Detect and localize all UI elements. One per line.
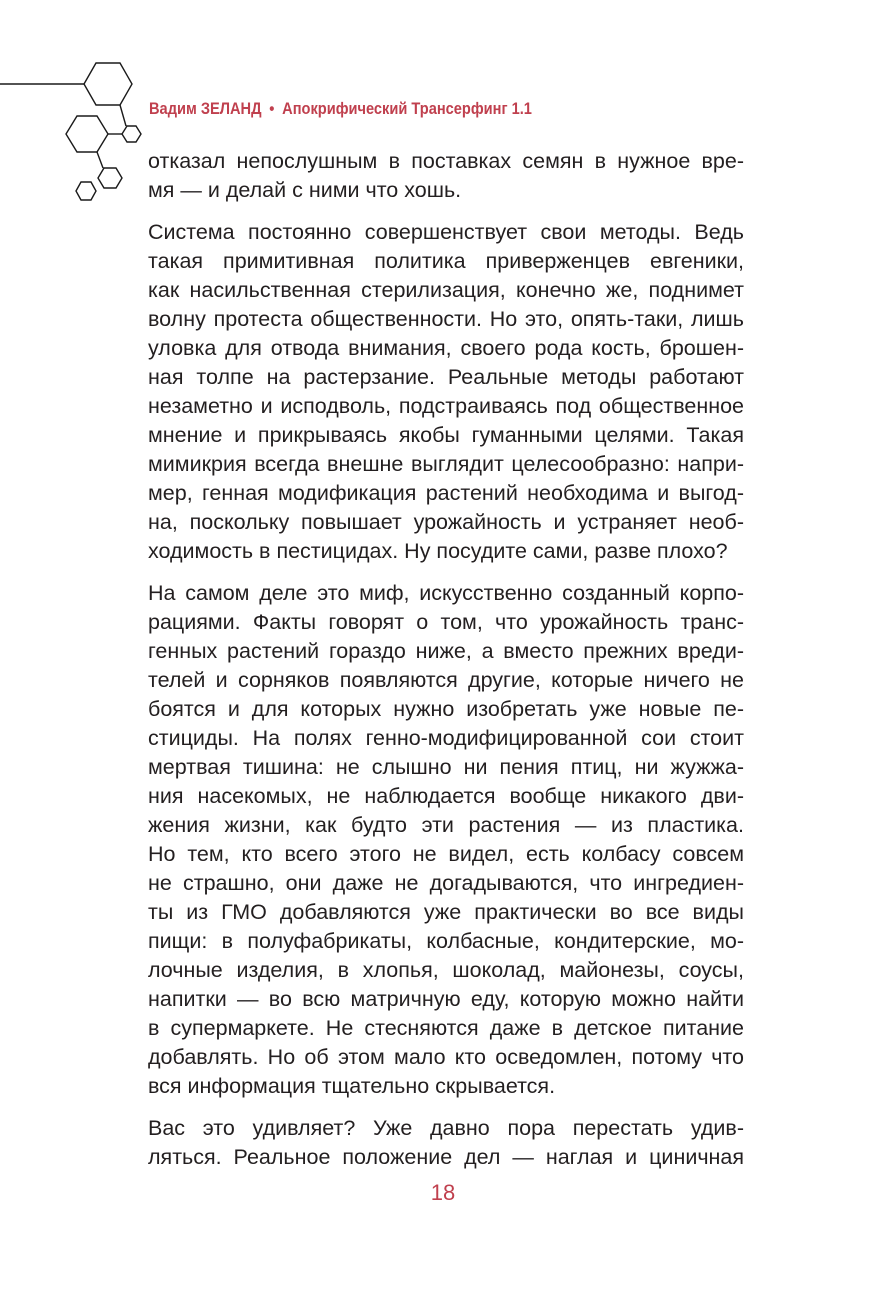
text-line: лочные изделия, в хлопья, шоколад, майонезы, соусы, (148, 958, 744, 982)
header-book-title: Апокрифический Трансерфинг 1.1 (282, 99, 532, 118)
text-line: как насильственная стерилизация, конечно же, поднимет (148, 278, 744, 302)
text-line: боятся и для которых нужно изобретать уже новые пе- (148, 697, 744, 721)
text-line: жения жизни, как будто эти растения — из пластика. (148, 813, 744, 837)
text-line: в супермаркете. Не стесняются даже в детское питание (148, 1016, 744, 1040)
text-line: на, поскольку повышает урожайность и устраняет необ- (148, 510, 744, 534)
text-line: пищи: в полуфабрикаты, колбасные, кондитерские, мо- (148, 929, 744, 953)
text-line: мер, генная модификация растений необходима и выгод- (148, 481, 744, 505)
text-line: добавлять. Но об этом мало кто осведомлен, потому что (148, 1045, 744, 1069)
text-line: На самом деле это миф, искусственно созданный корпо- (148, 581, 744, 605)
text-line: уловка для отвода внимания, своего рода кость, брошен- (148, 336, 744, 360)
text-line: вся информация тщательно скрывается. (148, 1074, 556, 1098)
page-body (148, 147, 744, 1185)
text-line: ходимость в пестицидах. Ну посудите сами, разве плохо? (148, 539, 728, 563)
text-line: Система постоянно совершенствует свои методы. Ведь (148, 220, 744, 244)
text-line: стициды. На полях генно-модифицированной сои стоит (148, 726, 744, 750)
hexagon-ornament-icon (0, 0, 160, 220)
paragraph (148, 579, 744, 1101)
paragraph (148, 218, 744, 566)
running-header (149, 99, 532, 119)
text-line: незаметно и исподволь, подстраиваясь под общественное (148, 394, 744, 418)
text-line: телей и сорняков появляются другие, которые ничего не (148, 668, 744, 692)
text-line: ляться. Реальное положение дел — наглая и циничная (148, 1145, 744, 1169)
header-separator: • (269, 99, 275, 118)
text-line: ная толпе на растерзание. Реальные методы работают (148, 365, 744, 389)
text-line: отказал непослушным в поставках семян в нужное вре- (148, 149, 744, 173)
paragraph (148, 147, 744, 205)
paragraph (148, 1114, 744, 1172)
text-line: мертвая тишина: не слышно ни пения птиц, ни жужжа- (148, 755, 744, 779)
text-line: мя — и делай с ними что хошь. (148, 178, 462, 202)
text-line: не страшно, они даже не догадываются, что ингредиен- (148, 871, 744, 895)
text-line: мнение и прикрываясь якобы гуманными целями. Такая (148, 423, 744, 447)
text-line: такая примитивная политика приверженцев евгеники, (148, 249, 744, 273)
text-line: ния насекомых, не наблюдается вообще никакого дви- (148, 784, 744, 808)
header-author: Вадим ЗЕЛАНД (149, 99, 262, 118)
text-line: Но тем, кто всего этого не видел, есть колбасу совсем (148, 842, 744, 866)
text-line: волну протеста общественности. Но это, опять-таки, лишь (148, 307, 744, 331)
text-line: генных растений гораздо ниже, а вместо прежних вреди- (148, 639, 744, 663)
text-line: мимикрия всегда внешне выглядит целесообразно: напри- (148, 452, 744, 476)
text-line: рациями. Факты говорят о том, что урожайность транс- (148, 610, 744, 634)
text-line: Вас это удивляет? Уже давно пора перестать удив- (148, 1116, 744, 1140)
text-line: напитки — во всю матричную еду, которую можно найти (148, 987, 744, 1011)
text-line: ты из ГМО добавляются уже практически во все виды (148, 900, 744, 924)
page-number: 18 (430, 1180, 456, 1205)
